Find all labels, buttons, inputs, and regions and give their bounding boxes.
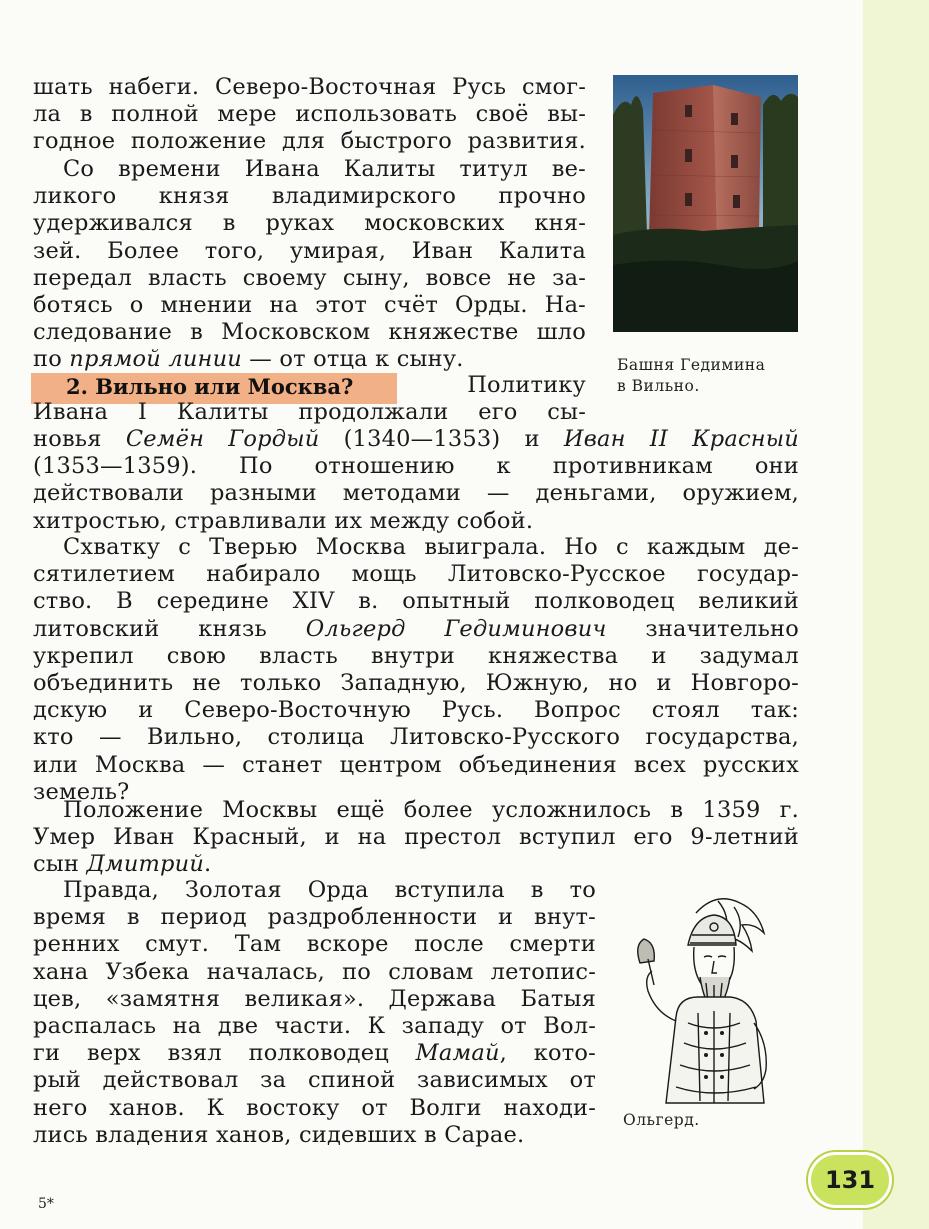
paragraph-2 <box>33 156 586 374</box>
term-italic: прямой линии <box>69 346 242 373</box>
text-line: земель? <box>33 778 130 805</box>
olgerd-engraving <box>618 893 794 1111</box>
text-line: ботясь о мнении на этот счёт Орды. На- <box>33 292 586 319</box>
text-line: по прямой линии — от отца к сыну. <box>33 346 464 373</box>
text-line: рый действовал за спиной зависимых от <box>33 1067 596 1094</box>
paragraph-3 <box>33 399 586 426</box>
paragraph-6 <box>33 877 596 1149</box>
text-line: хана Узбека началась, по словам летопис- <box>33 958 596 985</box>
paragraph-1 <box>33 74 586 156</box>
name-italic: Семён Гордый <box>125 426 320 452</box>
text-line: ликого князя владимирского прочно <box>33 183 586 210</box>
page-number-badge <box>808 1152 892 1208</box>
text-line: распалась на две части. К западу от Вол- <box>33 1013 596 1040</box>
text-line: зей. Более того, умирая, Иван Калита <box>33 237 586 264</box>
text-line: действовали разными методами — деньгами, оружием, <box>33 480 799 507</box>
text-line: дскую и Северо-Восточную Русь. Вопрос стоял так: <box>33 697 799 724</box>
text-line: лись владения ханов, сидевших в Сарае. <box>33 1121 525 1148</box>
name-italic: Ольгерд Гедиминович <box>305 615 607 642</box>
printer-signature: 5* <box>38 1196 54 1212</box>
text-line: ство. В середине XIV в. опытный полководец великий <box>33 588 799 615</box>
text-line: (1353—1359). По отношению к противникам они <box>33 453 799 480</box>
text-line: Ивана I Калиты продолжали его сы- <box>33 399 586 425</box>
margin-strip <box>863 0 929 1229</box>
text-line: него ханов. К востоку от Волги находи- <box>33 1094 596 1121</box>
page-number: 131 <box>824 1166 876 1194</box>
name-italic: Иван II Красный <box>563 426 799 452</box>
section-heading: 2. Вильно или Москва? <box>66 374 354 399</box>
name-italic: Дмитрий <box>86 851 205 878</box>
paragraph-4 <box>33 534 799 806</box>
text-line: сын Дмитрий. <box>33 851 212 878</box>
text-line: новья Семён Гордый (1340—1353) и Иван II Красный <box>33 426 799 452</box>
text-line: цев, «замятня великая». Держава Батыя <box>33 985 596 1012</box>
text-line: ги верх взял полководец Мамай, кото- <box>33 1040 596 1067</box>
text-line: сятилетием набирало мощь Литовско-Русское государ- <box>33 561 799 588</box>
olgerd-caption: Ольгерд. <box>623 1111 700 1129</box>
text-line: или Москва — станет центром объединения всех русских <box>33 751 799 778</box>
tower-photo <box>613 75 798 332</box>
paragraph-3-start: Политику <box>467 372 586 398</box>
paragraph-5 <box>33 797 799 879</box>
text-line: Со времени Ивана Калиты титул ве- <box>63 156 586 182</box>
text-line: время в период раздробленности и внут- <box>33 904 596 931</box>
text-line: укрепил свою власть внутри княжества и задумал <box>33 642 799 669</box>
paragraph-3-cont <box>33 426 799 535</box>
text-line: Умер Иван Красный, и на престол вступил его 9-летний <box>33 824 799 851</box>
text-line: объединить не только Западную, Южную, но и Новгоро- <box>33 670 799 697</box>
name-italic: Мамай <box>415 1040 500 1067</box>
text-line: Схватку с Тверью Москва выиграла. Но с каждым де- <box>63 534 799 560</box>
text-line: ренних смут. Там вскоре после смерти <box>33 931 596 958</box>
text-line: годное положение для быстрого развития. <box>33 128 586 155</box>
text-line: Положение Москвы ещё более усложнилось в 1359 г. <box>63 797 799 823</box>
text-line: удерживался в руках московских кня- <box>33 210 586 237</box>
caption-line: Башня Гедимина <box>617 356 766 374</box>
text-line: следование в Московском княжестве шло <box>33 319 586 346</box>
text-line: передал власть своему сыну, вовсе не за- <box>33 264 586 291</box>
text-line: кто — Вильно, столица Литовско-Русского государства, <box>33 724 799 751</box>
tower-caption <box>617 355 765 397</box>
text-line: литовский князь Ольгерд Гедиминович значительно <box>33 615 799 642</box>
text-line: Правда, Золотая Орда вступила в то <box>63 877 596 903</box>
caption-line: в Вильно. <box>617 377 700 395</box>
text-line: шать набеги. Северо-Восточная Русь смог- <box>33 74 586 100</box>
text-line: хитростью, стравливали их между собой. <box>33 507 534 534</box>
text-line: ла в полной мере использовать своё вы- <box>33 101 586 128</box>
